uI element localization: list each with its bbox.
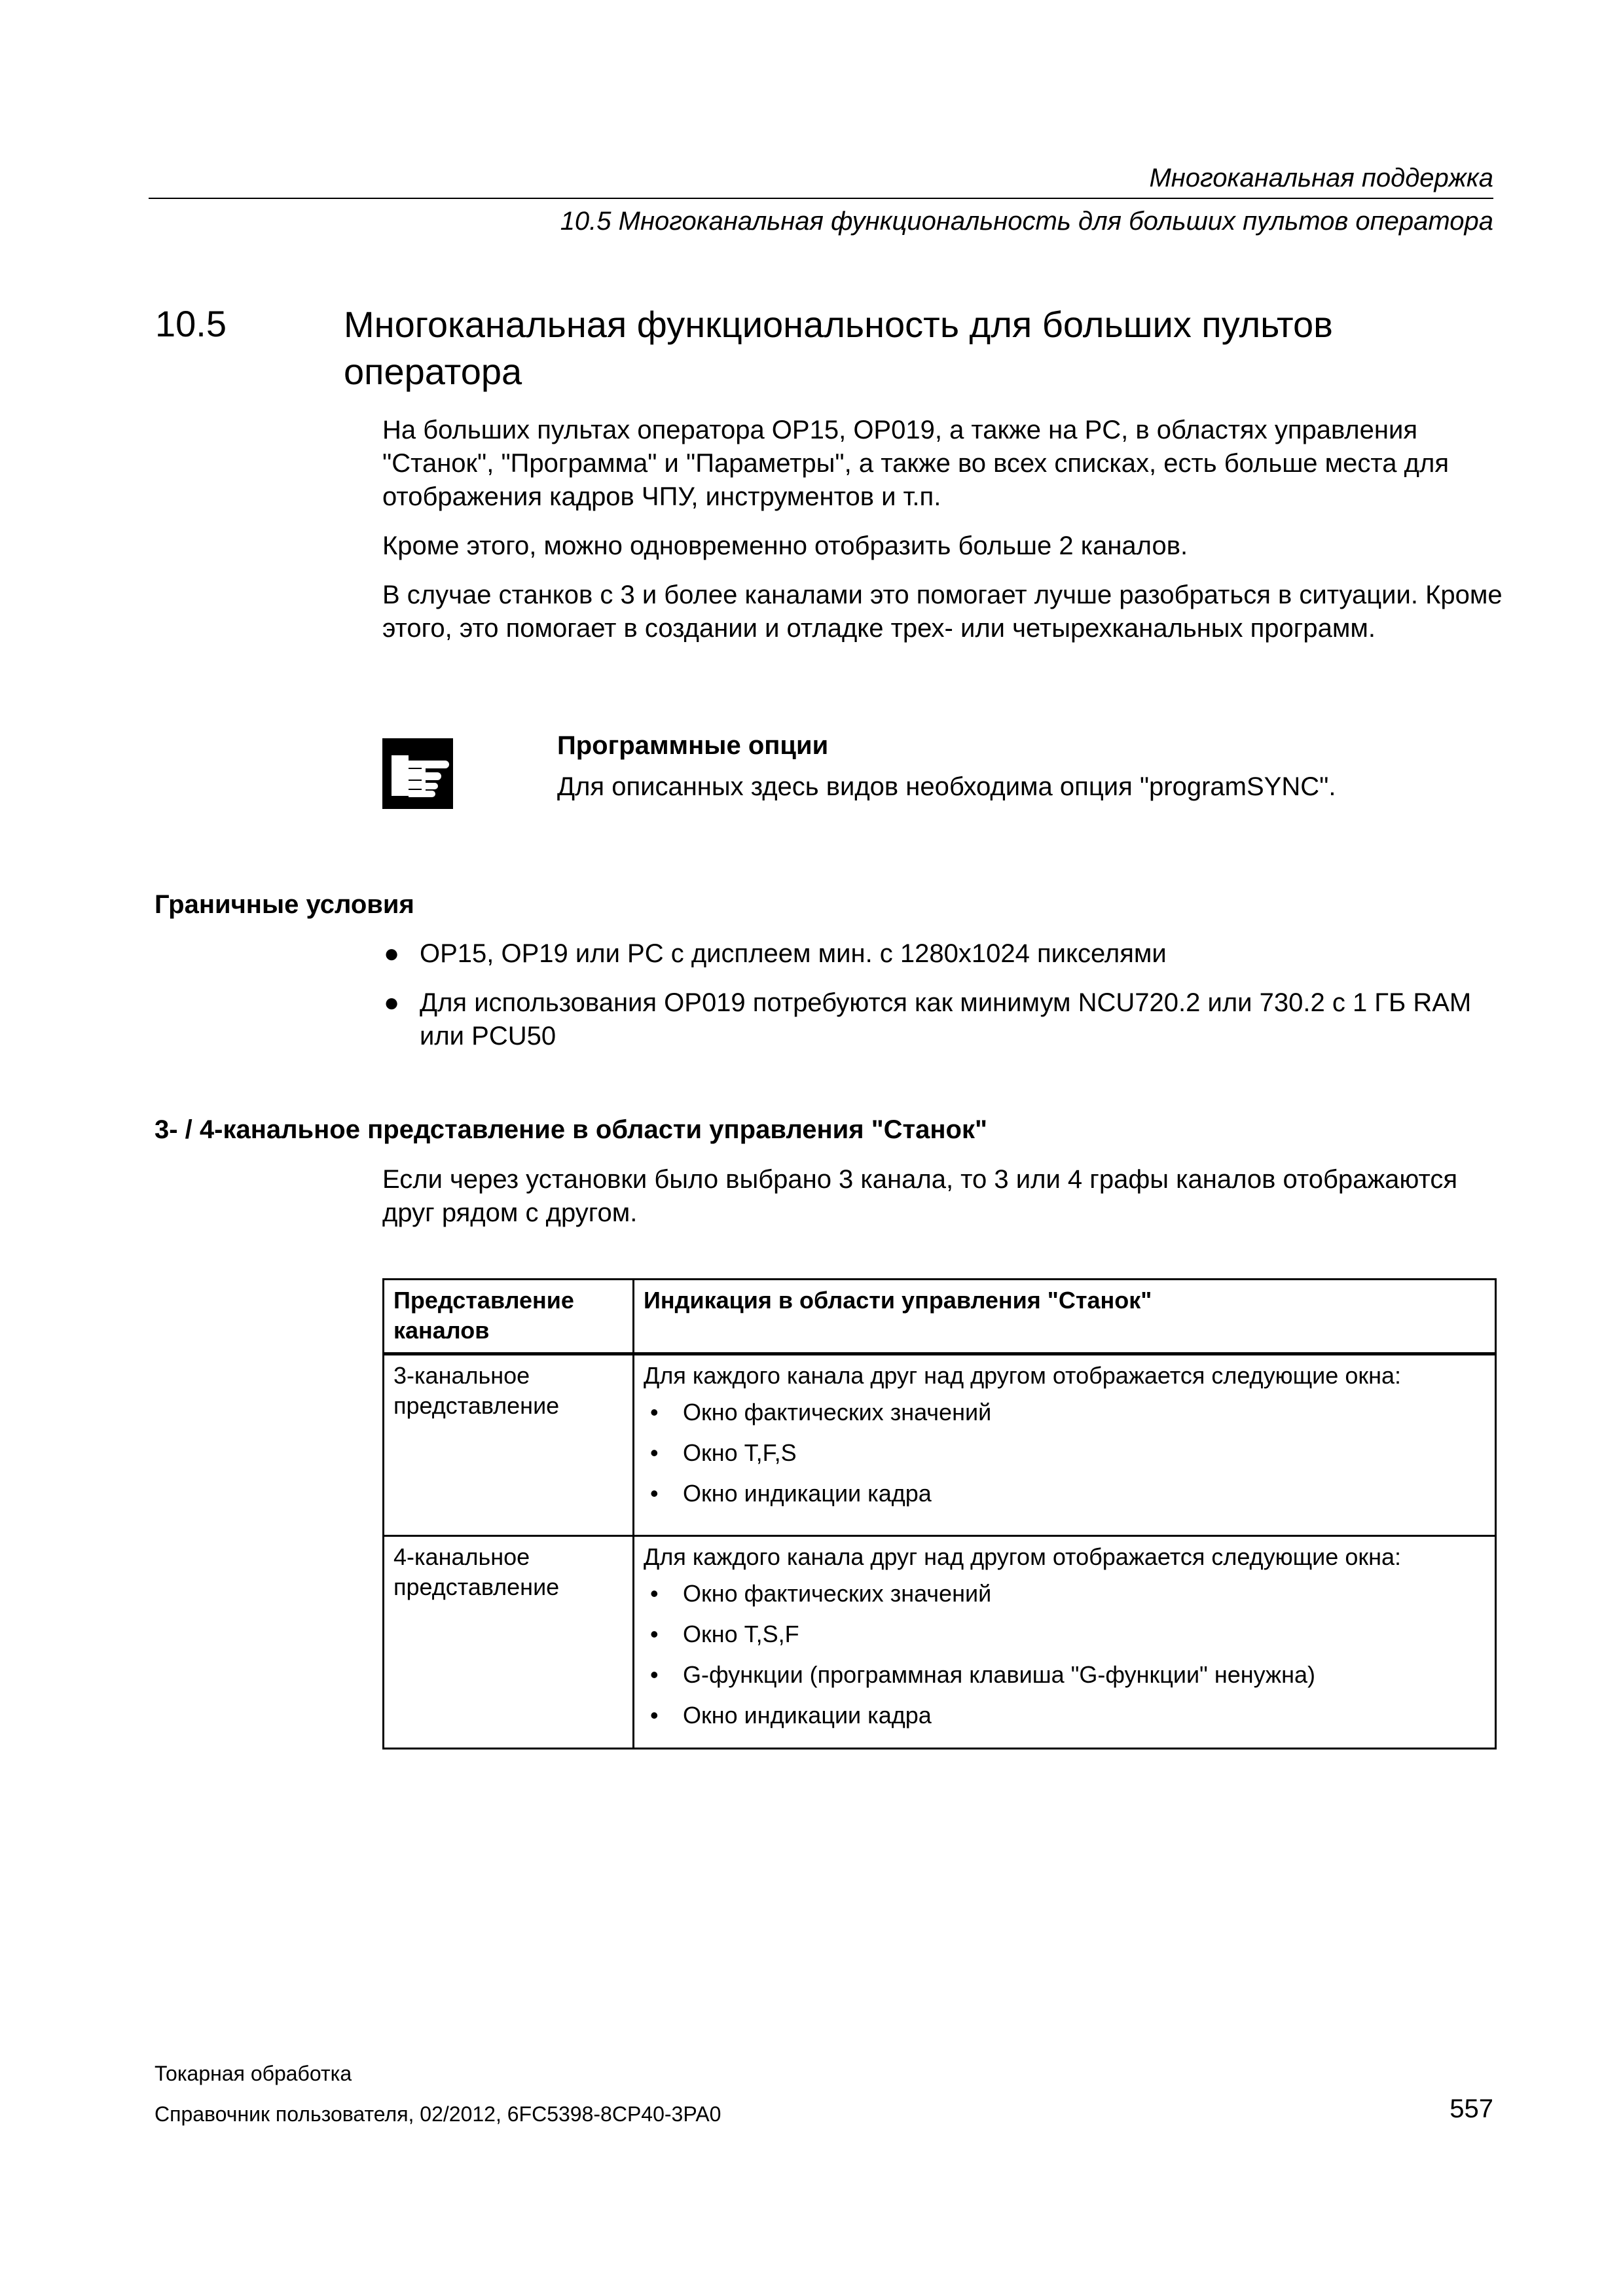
intro-paragraph: Кроме этого, можно одновременно отобразить больше 2 каналов. bbox=[382, 531, 1188, 560]
list-item-text: Окно фактических значений bbox=[683, 1399, 992, 1426]
list-item bbox=[644, 1479, 1486, 1509]
table-cell-mode: 3-канальное представление bbox=[384, 1354, 634, 1536]
list-item-text: Окно T,F,S bbox=[683, 1439, 797, 1466]
list-item-text: Окно индикации кадра bbox=[683, 1702, 932, 1729]
table-header-cell: Представление каналов bbox=[384, 1280, 634, 1354]
intro-text bbox=[382, 414, 1508, 661]
list-item bbox=[644, 1397, 1486, 1427]
cell-intro: Для каждого канала друг над другом отображается следующие окна: bbox=[644, 1543, 1401, 1570]
bullet-icon: • bbox=[650, 1480, 659, 1507]
bullet-icon: • bbox=[650, 1661, 659, 1688]
list-item-text: Для использования OP019 потребуются как минимум NCU720.2 или 730.2 с 1 ГБ RAM или PCU50 bbox=[420, 988, 1472, 1050]
list-item-text: OP15, OP19 или PC с дисплеем мин. с 1280x1024 пикселями bbox=[420, 939, 1167, 968]
table-cell-content bbox=[634, 1536, 1496, 1749]
list-item bbox=[644, 1660, 1486, 1690]
table-cell-mode: 4-канальное представление bbox=[384, 1536, 634, 1749]
table-row bbox=[384, 1536, 1496, 1749]
list-item-text: Окно индикации кадра bbox=[683, 1480, 932, 1507]
bullet-icon: ● bbox=[384, 988, 400, 1017]
pointing-hand-icon bbox=[382, 738, 453, 809]
note-text: Для описанных здесь видов необходима опция "programSYNC". bbox=[557, 772, 1336, 801]
section-title: Многоканальная функциональность для больших пультов оператора bbox=[344, 304, 1333, 392]
cell-list bbox=[644, 1397, 1486, 1509]
bullet-icon: • bbox=[650, 1621, 659, 1647]
intro-paragraph: В случае станков с 3 и более каналами это помогает лучше разобраться в ситуации. Кроме этого, это помогает в создании и отладке трех- или четырехканальных программ. bbox=[382, 581, 1503, 643]
channel-view-table bbox=[382, 1278, 1497, 1749]
note-title: Программные опции bbox=[557, 731, 829, 760]
list-item bbox=[644, 1438, 1486, 1468]
bullet-icon: ● bbox=[384, 939, 400, 968]
list-item-text: Окно T,S,F bbox=[683, 1621, 799, 1647]
list-item bbox=[644, 1579, 1486, 1609]
section-number: 10.5 bbox=[155, 303, 227, 344]
table-cell-content bbox=[634, 1354, 1496, 1536]
header-section: 10.5 Многоканальная функциональность для больших пультов оператора bbox=[560, 207, 1493, 236]
bullet-icon: • bbox=[650, 1702, 659, 1729]
footer-manual-info: Справочник пользователя, 02/2012, 6FC5398-8CP40-3PA0 bbox=[155, 2102, 721, 2126]
footer-title: Токарная обработка bbox=[155, 2062, 352, 2085]
conditions-heading: Граничные условия bbox=[155, 890, 414, 919]
bullet-icon: • bbox=[650, 1439, 659, 1466]
view-text: Если через установки было выбрано 3 канала, то 3 или 4 графы каналов отображаются друг рядом с другом. bbox=[382, 1165, 1458, 1227]
table-header-row bbox=[384, 1280, 1496, 1354]
table-header-cell: Индикация в области управления "Станок" bbox=[634, 1280, 1496, 1354]
table-row bbox=[384, 1354, 1496, 1536]
list-item bbox=[384, 937, 1497, 971]
header-chapter: Многоканальная поддержка bbox=[1149, 164, 1493, 192]
conditions-list bbox=[384, 937, 1497, 1069]
list-item-text: G-функции (программная клавиша "G-функции" ненужна) bbox=[683, 1661, 1315, 1688]
bullet-icon: • bbox=[650, 1580, 659, 1607]
bullet-icon: • bbox=[650, 1399, 659, 1426]
cell-intro: Для каждого канала друг над другом отображается следующие окна: bbox=[644, 1362, 1401, 1389]
page-number: 557 bbox=[1450, 2094, 1493, 2123]
cell-list bbox=[644, 1579, 1486, 1731]
intro-paragraph: На больших пультах оператора OP15, OP019, а также на PC, в областях управления "Станок", "Программа" и "Параметры", а также во всех списках, есть больше места для отображения кадров ЧПУ, инструментов и т.п. bbox=[382, 416, 1449, 511]
list-item-text: Окно фактических значений bbox=[683, 1580, 992, 1607]
list-item bbox=[384, 986, 1497, 1053]
view-heading: 3- / 4-канальное представление в области управления "Станок" bbox=[155, 1115, 987, 1144]
list-item bbox=[644, 1700, 1486, 1731]
header-rule bbox=[149, 198, 1493, 199]
list-item bbox=[644, 1619, 1486, 1649]
